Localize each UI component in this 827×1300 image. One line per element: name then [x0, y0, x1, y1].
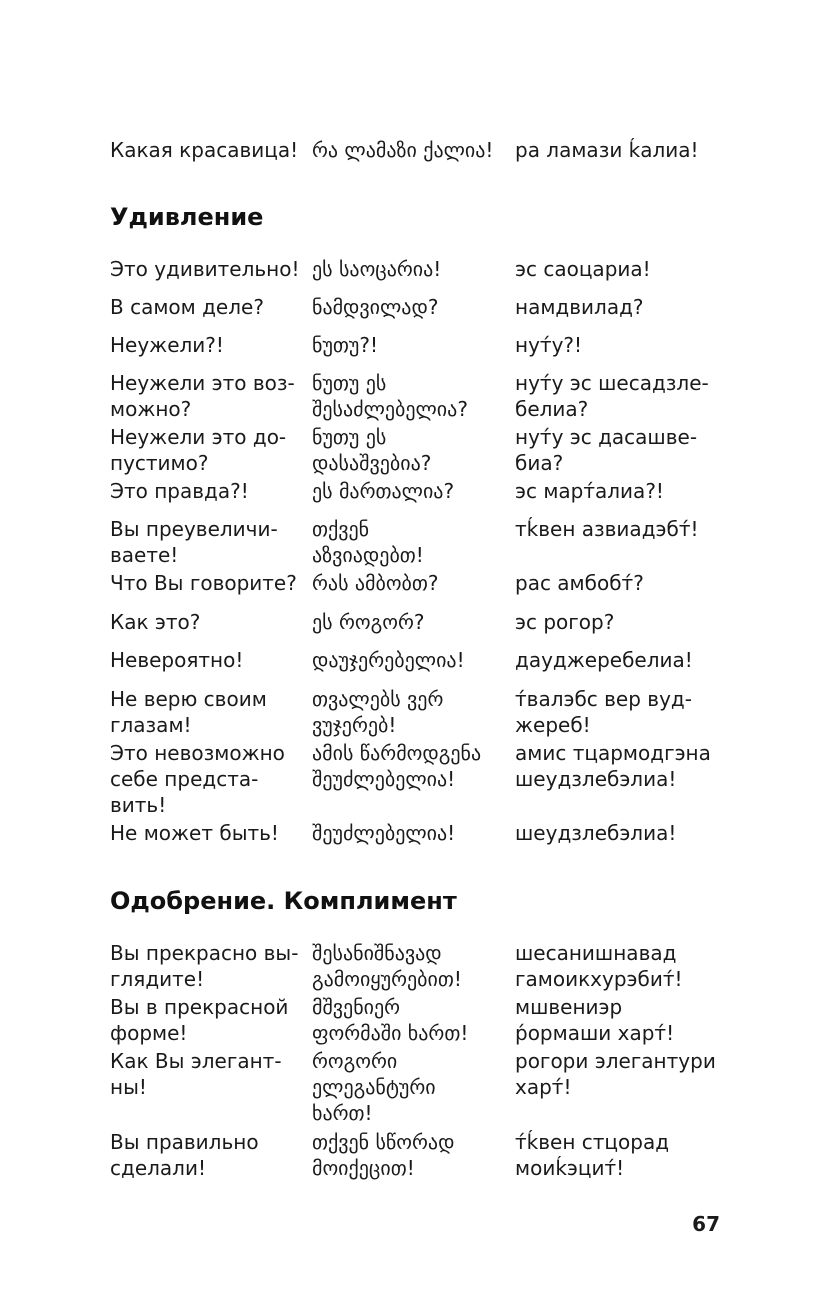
- georgian-phrase: ნუთუ?!: [312, 333, 378, 357]
- transliteration: намдвилад?: [515, 295, 644, 319]
- transliteration: эс март́алиа?!: [515, 479, 664, 503]
- georgian-phrase: რა ლამაზი ქალია!: [312, 138, 494, 162]
- russian-phrase: Что Вы говорите?: [110, 571, 297, 595]
- georgian-phrase: როგორი ელეგანტური ხართ!: [312, 1049, 436, 1125]
- russian-phrase: Вы преувеличи- ваете!: [110, 517, 278, 567]
- transliteration: рас амбобт́?: [515, 571, 644, 595]
- transliteration: тḱвен азвиадэбт́!: [515, 517, 699, 541]
- russian-phrase: Не может быть!: [110, 821, 279, 845]
- georgian-phrase: თქვენ სწორად მოიქეცით!: [312, 1130, 455, 1180]
- georgian-phrase: ეს როგორ?: [312, 610, 425, 634]
- georgian-phrase: ეს მართალია?: [312, 479, 455, 503]
- transliteration: нут́у эс шесадзле- белиа?: [515, 371, 709, 421]
- russian-phrase: Это невозможно себе предста- вить!: [110, 741, 285, 817]
- russian-phrase: Какая красавица!: [110, 138, 299, 162]
- transliteration: нут́у?!: [515, 333, 583, 357]
- transliteration: т́валэбс вер вуд- жереб!: [515, 687, 692, 737]
- russian-phrase: Как Вы элегант- ны!: [110, 1049, 282, 1099]
- transliteration: рогори элегантури харт́!: [515, 1049, 716, 1099]
- russian-phrase: Это правда?!: [110, 479, 249, 503]
- russian-phrase: В самом деле?: [110, 295, 264, 319]
- transliteration: мшвениэр ṕормаши харт́!: [515, 995, 675, 1045]
- georgian-phrase: შეუძლებელია!: [312, 821, 456, 845]
- transliteration: шеудзлебэлиа!: [515, 821, 677, 845]
- russian-phrase: Вы в прекрасной форме!: [110, 995, 289, 1045]
- russian-phrase: Неужели это воз- можно?: [110, 371, 295, 421]
- georgian-phrase: ნუთუ ეს დასაშვებია?: [312, 425, 432, 475]
- russian-phrase: Это удивительно!: [110, 257, 300, 281]
- georgian-phrase: შესანიშნავად გამოიყურებით!: [312, 941, 462, 991]
- georgian-phrase: თქვენ აზვიადებთ!: [312, 517, 424, 567]
- transliteration: нут́у эс дасашве- биа?: [515, 425, 698, 475]
- transliteration: шесанишнавад гамоикхурэбит́!: [515, 941, 683, 991]
- russian-phrase: Не верю своим глазам!: [110, 687, 267, 737]
- transliteration: ра ламази ḱалиа!: [515, 138, 699, 162]
- russian-phrase: Невероятно!: [110, 648, 244, 672]
- transliteration: эс саоцариа!: [515, 257, 651, 281]
- transliteration: эс рогор?: [515, 610, 615, 634]
- georgian-phrase: ეს საოცარია!: [312, 257, 442, 281]
- section-heading-surprise: Удивление: [110, 203, 264, 231]
- georgian-phrase: ამის წარმოდგენა შეუძლებელია!: [312, 741, 482, 791]
- page-number: 67: [692, 1212, 720, 1236]
- transliteration: амис тцармодгэна шеудзлебэлиа!: [515, 741, 711, 791]
- russian-phrase: Вы прекрасно вы- глядите!: [110, 941, 299, 991]
- russian-phrase: Вы правильно сделали!: [110, 1130, 259, 1180]
- georgian-phrase: ნუთუ ეს შესაძლებელია?: [312, 371, 468, 421]
- russian-phrase: Как это?: [110, 610, 201, 634]
- georgian-phrase: რას ამბობთ?: [312, 571, 439, 595]
- russian-phrase: Неужели?!: [110, 333, 224, 357]
- georgian-phrase: დაუჯერებელია!: [312, 648, 465, 672]
- georgian-phrase: მშვენიერ ფორმაში ხართ!: [312, 995, 469, 1045]
- georgian-phrase: ნამდვილად?: [312, 295, 439, 319]
- section-heading-approval: Одобрение. Комплимент: [110, 887, 457, 915]
- russian-phrase: Неужели это до- пустимо?: [110, 425, 287, 475]
- transliteration: дауджеребелиа!: [515, 648, 693, 672]
- georgian-phrase: თვალებს ვერ ვუჯერებ!: [312, 687, 444, 737]
- transliteration: т́ḱвен стцорад моиḱэцит́!: [515, 1130, 670, 1180]
